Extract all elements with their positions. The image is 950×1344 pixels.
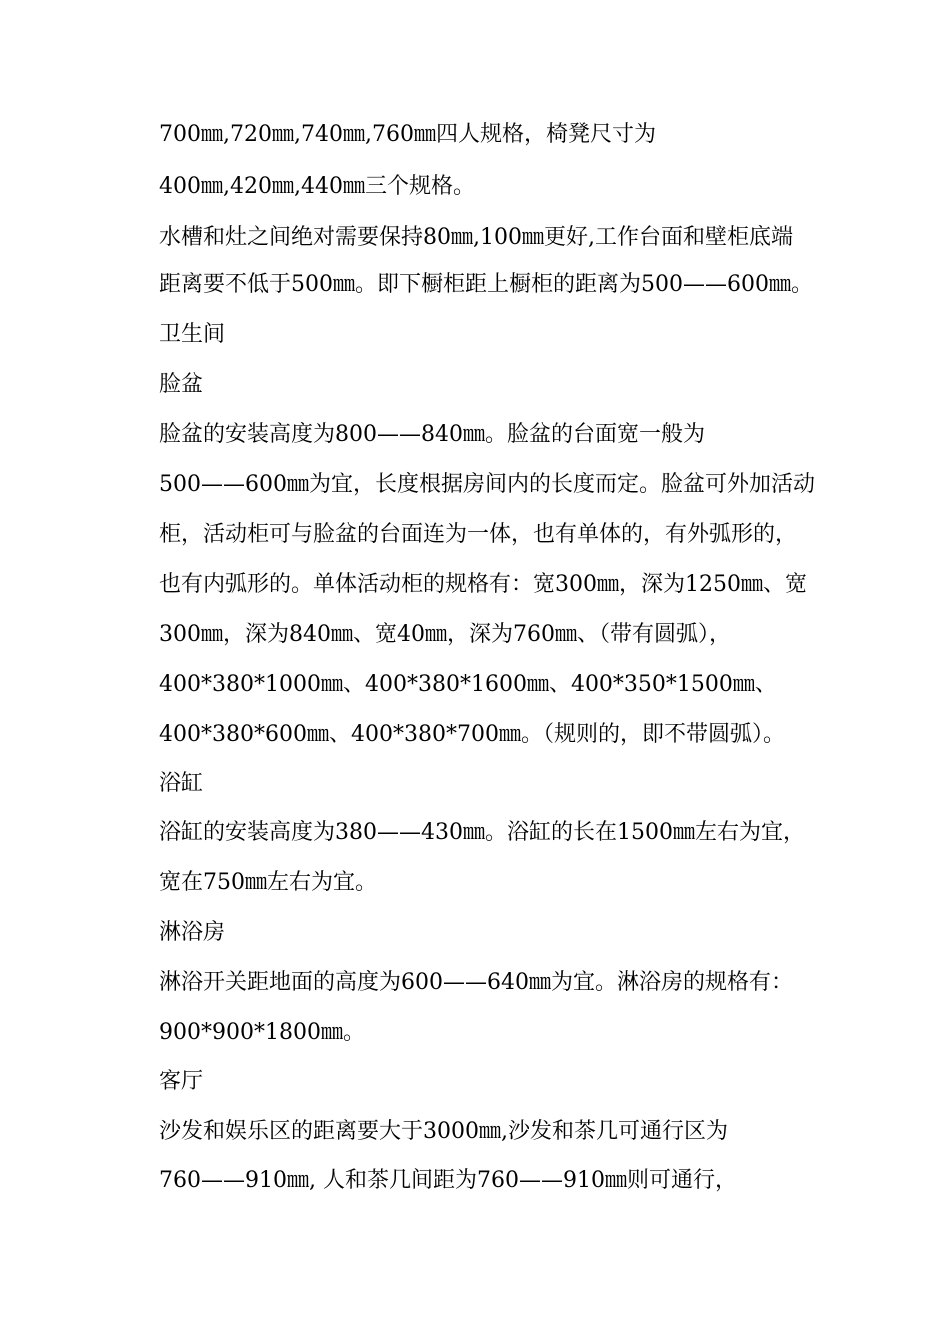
- text-line-16: 宽在750㎜左右为宜。: [159, 870, 377, 895]
- text-line-13: 400*380*600㎜、400*380*700㎜。（规则的，即不带圆弧）。: [159, 722, 785, 747]
- text-line-22: 760——910㎜, 人和茶几间距为760——910㎜则可通行，: [159, 1168, 737, 1193]
- heading-bathroom: 卫生间: [159, 322, 226, 347]
- text-line-3: 水槽和灶之间绝对需要保持80㎜,100㎜更好,工作台面和壁柜底端: [159, 225, 793, 250]
- text-line-8: 500——600㎜为宜，长度根据房间内的长度而定。脸盆可外加活动: [159, 472, 815, 497]
- text-line-15: 浴缸的安装高度为380——430㎜。浴缸的长在1500㎜左右为宜，: [159, 820, 805, 845]
- text-line-12: 400*380*1000㎜、400*380*1600㎜、400*350*1500㎜、: [159, 672, 777, 697]
- text-line-9: 柜，活动柜可与脸盆的台面连为一体，也有单体的，有外弧形的，: [159, 522, 798, 547]
- text-line-11: 300㎜，深为840㎜、宽40㎜，深为760㎜、（带有圆弧），: [159, 622, 731, 647]
- text-line-1: 700㎜,720㎜,740㎜,760㎜四人规格，椅凳尺寸为: [159, 122, 656, 147]
- text-line-4: 距离要不低于500㎜。即下橱柜距上橱柜的距离为500——600㎜。: [159, 272, 813, 297]
- text-line-10: 也有内弧形的。单体活动柜的规格有：宽300㎜，深为1250㎜、宽: [159, 572, 807, 597]
- heading-shower-room: 淋浴房: [159, 920, 226, 945]
- heading-washbasin: 脸盆: [159, 372, 204, 397]
- text-line-19: 900*900*1800㎜。: [159, 1020, 365, 1045]
- text-line-18: 淋浴开关距地面的高度为600——640㎜为宜。淋浴房的规格有：: [159, 970, 793, 995]
- heading-living-room: 客厅: [159, 1069, 204, 1094]
- heading-bathtub: 浴缸: [159, 771, 204, 796]
- text-line-7: 脸盆的安装高度为800——840㎜。脸盆的台面宽一般为: [159, 422, 705, 447]
- text-line-21: 沙发和娱乐区的距离要大于3000㎜,沙发和茶几可通行区为: [159, 1119, 728, 1144]
- text-line-2: 400㎜,420㎜,440㎜三个规格。: [159, 174, 475, 199]
